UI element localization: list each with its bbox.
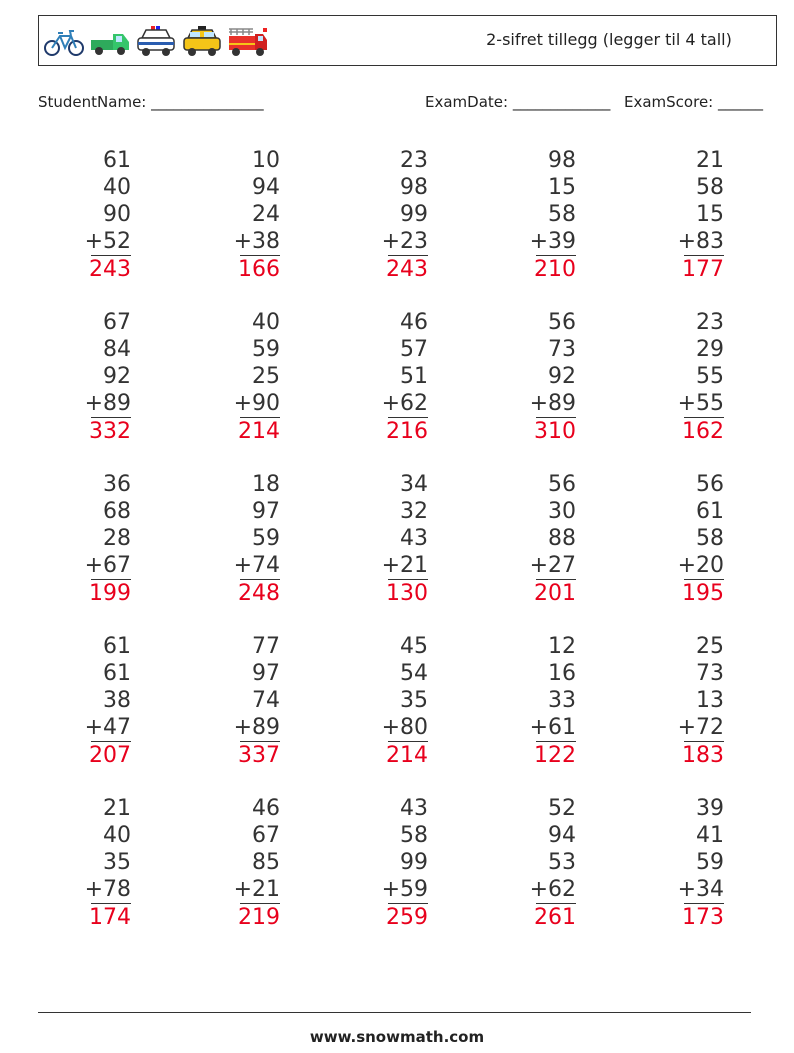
addend: 10 [252, 148, 280, 173]
addend: 43 [400, 526, 428, 551]
addition-problem [51, 795, 131, 931]
answer: 332 [89, 419, 131, 444]
answer: 216 [386, 419, 428, 444]
addend: +90 [233, 391, 280, 416]
answer: 122 [534, 743, 576, 768]
addend: +39 [529, 229, 576, 254]
addend: 84 [103, 337, 131, 362]
addition-problem [348, 309, 428, 445]
answer: 173 [682, 905, 724, 930]
addend: +89 [529, 391, 576, 416]
addition-problem [200, 147, 280, 283]
answer: 243 [386, 257, 428, 282]
addend: 99 [400, 850, 428, 875]
addition-problem [51, 147, 131, 283]
footer-divider [38, 1012, 751, 1013]
addend: 24 [252, 202, 280, 227]
addend: 94 [252, 175, 280, 200]
addend: 56 [548, 472, 576, 497]
addend: 35 [103, 850, 131, 875]
addend: 92 [548, 364, 576, 389]
addend: 67 [103, 310, 131, 335]
addend: 61 [103, 148, 131, 173]
addition-problem [200, 633, 280, 769]
student-name-field: StudentName: _______________ [38, 93, 264, 111]
addend: 21 [103, 796, 131, 821]
addend: +47 [84, 715, 131, 740]
answer: 174 [89, 905, 131, 930]
addend: 15 [696, 202, 724, 227]
addend: 94 [548, 823, 576, 848]
addition-problem [348, 795, 428, 931]
addend: +27 [529, 553, 576, 578]
addition-problem [496, 147, 576, 283]
exam-date-field: ExamDate: _____________ [425, 93, 611, 111]
addend: 43 [400, 796, 428, 821]
addend: 55 [696, 364, 724, 389]
addend: +21 [233, 877, 280, 902]
addend: 13 [696, 688, 724, 713]
addend: +67 [84, 553, 131, 578]
answer: 177 [682, 257, 724, 282]
addend: 85 [252, 850, 280, 875]
addend: 51 [400, 364, 428, 389]
addend: 28 [103, 526, 131, 551]
answer: 261 [534, 905, 576, 930]
addend: 38 [103, 688, 131, 713]
answer: 210 [534, 257, 576, 282]
addend: 30 [548, 499, 576, 524]
answer: 259 [386, 905, 428, 930]
exam-score-field: ExamScore: ______ [624, 93, 763, 111]
addend: 90 [103, 202, 131, 227]
addend: 61 [103, 634, 131, 659]
addend: 12 [548, 634, 576, 659]
addition-problem [200, 795, 280, 931]
addend: +38 [233, 229, 280, 254]
addend: 23 [696, 310, 724, 335]
answer: 243 [89, 257, 131, 282]
addition-problem [348, 147, 428, 283]
addition-problem [644, 633, 724, 769]
answer: 130 [386, 581, 428, 606]
answer: 199 [89, 581, 131, 606]
addend: 88 [548, 526, 576, 551]
pickup-truck-icon [89, 24, 131, 60]
addend: 92 [103, 364, 131, 389]
addition-problem [200, 471, 280, 607]
addend: 45 [400, 634, 428, 659]
addend: 15 [548, 175, 576, 200]
addend: 59 [252, 337, 280, 362]
addend: 46 [400, 310, 428, 335]
footer-site: www.snowmath.com [309, 1028, 485, 1046]
addend: 40 [103, 175, 131, 200]
addend: +20 [677, 553, 724, 578]
addend: +62 [381, 391, 428, 416]
addend: +74 [233, 553, 280, 578]
addend: 59 [252, 526, 280, 551]
addend: 35 [400, 688, 428, 713]
addition-problem [644, 147, 724, 283]
addend: 59 [696, 850, 724, 875]
worksheet-title: 2-sifret tillegg (legger til 4 tall) [486, 30, 732, 49]
answer: 162 [682, 419, 724, 444]
addend: 61 [696, 499, 724, 524]
addend: +34 [677, 877, 724, 902]
addend: 57 [400, 337, 428, 362]
addend: 74 [252, 688, 280, 713]
addend: +23 [381, 229, 428, 254]
addition-problem [644, 309, 724, 445]
addition-problem [496, 309, 576, 445]
addend: +61 [529, 715, 576, 740]
addend: 40 [252, 310, 280, 335]
addend: 67 [252, 823, 280, 848]
addend: 97 [252, 499, 280, 524]
addend: 18 [252, 472, 280, 497]
addition-problem [496, 633, 576, 769]
addend: +62 [529, 877, 576, 902]
addend: +89 [84, 391, 131, 416]
addend: 25 [252, 364, 280, 389]
addend: 33 [548, 688, 576, 713]
addend: 98 [548, 148, 576, 173]
addend: 58 [400, 823, 428, 848]
addend: 54 [400, 661, 428, 686]
taxi-icon [181, 24, 223, 60]
addend: 99 [400, 202, 428, 227]
addend: +55 [677, 391, 724, 416]
addend: 56 [548, 310, 576, 335]
addend: 21 [696, 148, 724, 173]
answer: 183 [682, 743, 724, 768]
addition-problem [51, 471, 131, 607]
worksheet-header [38, 15, 777, 66]
addend: 52 [548, 796, 576, 821]
addition-problem [348, 471, 428, 607]
addend: +78 [84, 877, 131, 902]
addend: 68 [103, 499, 131, 524]
addend: 56 [696, 472, 724, 497]
addend: +52 [84, 229, 131, 254]
addend: 36 [103, 472, 131, 497]
addend: 46 [252, 796, 280, 821]
answer: 310 [534, 419, 576, 444]
addend: 98 [400, 175, 428, 200]
addend: 58 [548, 202, 576, 227]
police-car-icon [135, 24, 177, 60]
addition-problem [348, 633, 428, 769]
addend: 77 [252, 634, 280, 659]
addend: 32 [400, 499, 428, 524]
answer: 248 [238, 581, 280, 606]
addition-problem [200, 309, 280, 445]
addend: +89 [233, 715, 280, 740]
addend: 58 [696, 526, 724, 551]
addend: +83 [677, 229, 724, 254]
addition-problem [496, 471, 576, 607]
addition-problem [51, 633, 131, 769]
addition-problem [496, 795, 576, 931]
answer: 207 [89, 743, 131, 768]
answer: 214 [238, 419, 280, 444]
addend: 73 [696, 661, 724, 686]
answer: 166 [238, 257, 280, 282]
addend: 23 [400, 148, 428, 173]
addition-problem [644, 471, 724, 607]
answer: 214 [386, 743, 428, 768]
addend: +80 [381, 715, 428, 740]
answer: 337 [238, 743, 280, 768]
addend: +59 [381, 877, 428, 902]
addend: 39 [696, 796, 724, 821]
addend: 53 [548, 850, 576, 875]
addend: 25 [696, 634, 724, 659]
addition-problem [644, 795, 724, 931]
addend: +72 [677, 715, 724, 740]
addend: 58 [696, 175, 724, 200]
answer: 219 [238, 905, 280, 930]
addend: +21 [381, 553, 428, 578]
addend: 40 [103, 823, 131, 848]
addend: 61 [103, 661, 131, 686]
addend: 41 [696, 823, 724, 848]
answer: 201 [534, 581, 576, 606]
fire-truck-icon [227, 24, 269, 60]
addend: 29 [696, 337, 724, 362]
addend: 16 [548, 661, 576, 686]
answer: 195 [682, 581, 724, 606]
bicycle-icon [43, 24, 85, 60]
addend: 97 [252, 661, 280, 686]
addend: 34 [400, 472, 428, 497]
addition-problem [51, 309, 131, 445]
addend: 73 [548, 337, 576, 362]
